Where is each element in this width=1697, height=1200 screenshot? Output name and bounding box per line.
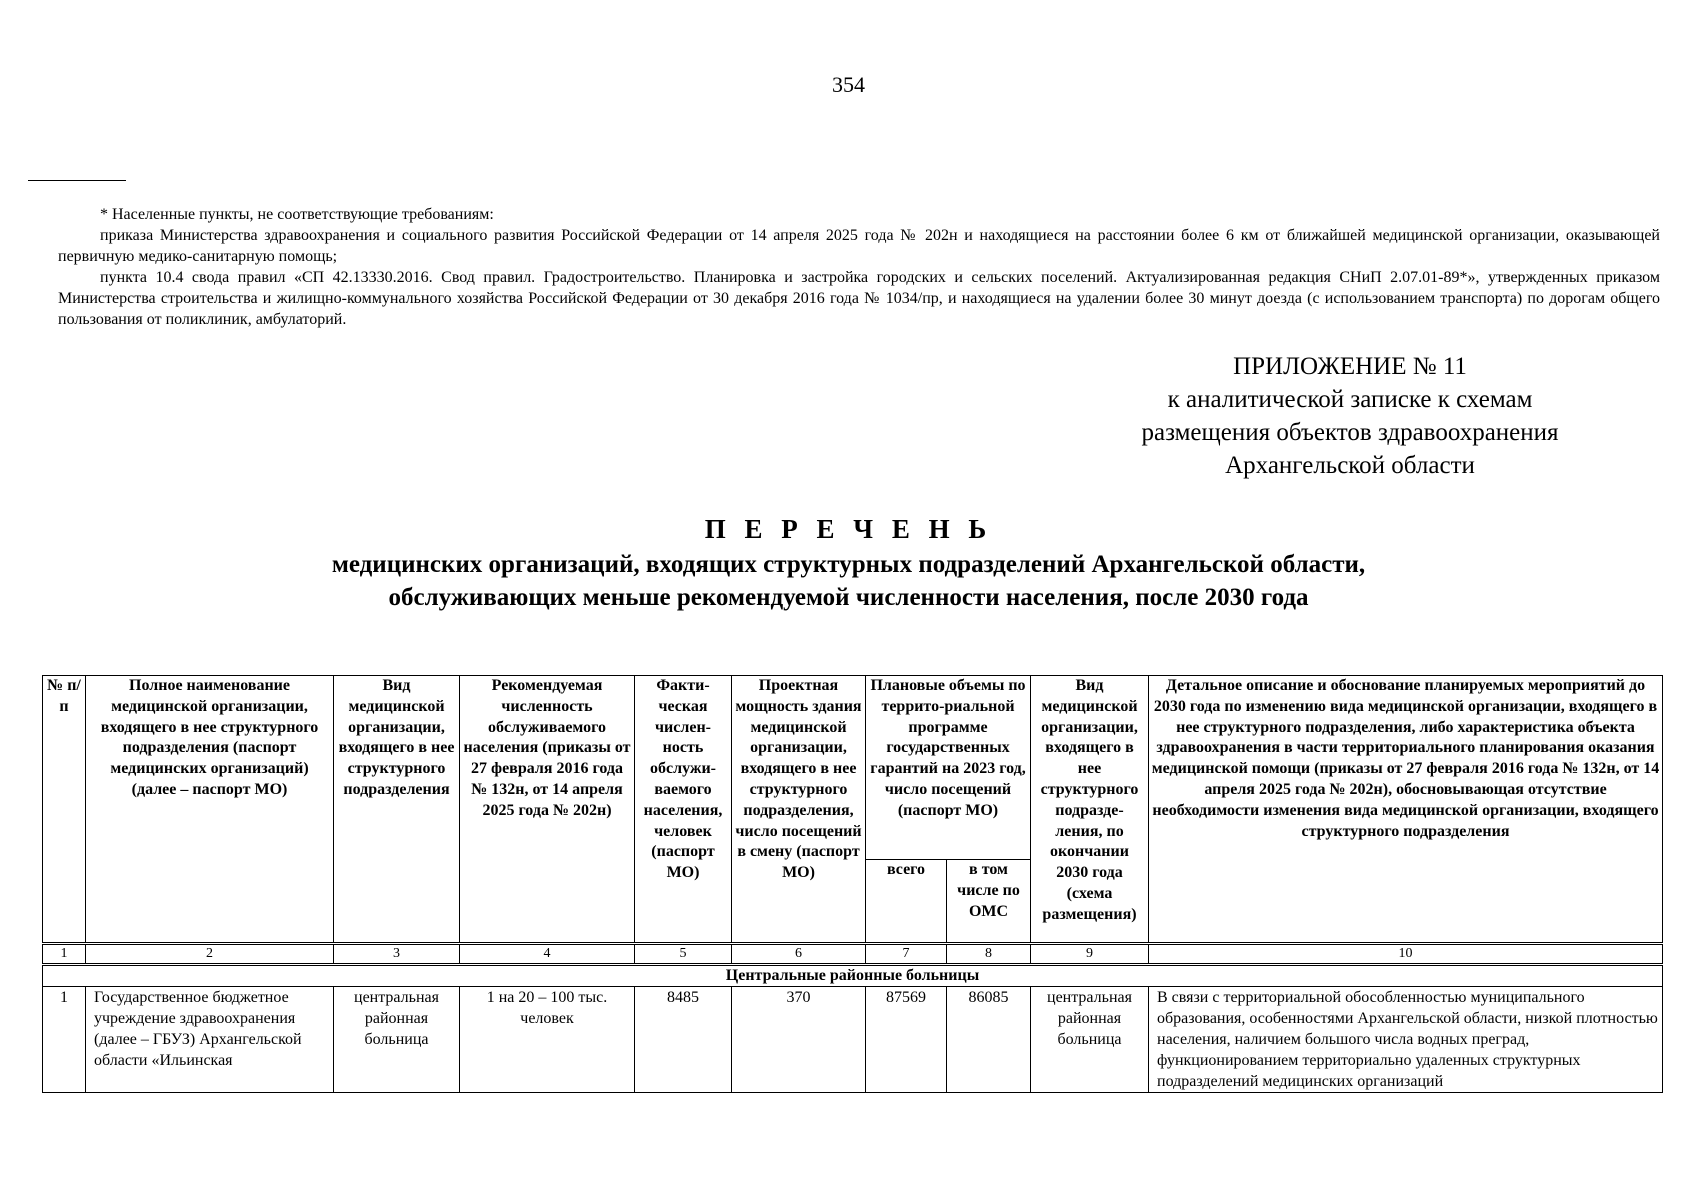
document-subtitle [0,548,1697,614]
annex-line-3: размещения объектов здравоохранения [1141,419,1559,446]
table-row [43,987,1663,1093]
organizations-table [42,675,1663,1093]
header-recommended-population: Рекомендуемая численность обслуживаемого населения (приказы от 27 февраля 2016 года № 132н, от 14 апреля 2025 года № 202н) [460,676,635,944]
document-title: П Е Р Е Ч Е Н Ь [704,514,993,544]
row-design-capacity: 370 [732,987,866,1093]
footnotes [58,204,1660,330]
column-number: 2 [86,944,334,965]
row-org-type: центральная районная больница [334,987,460,1093]
column-number: 9 [1031,944,1149,965]
row-planned-oms: 86085 [947,987,1031,1093]
section-heading: Центральные районные больницы [43,965,1663,987]
footnote-separator [28,180,126,181]
header-planned-volumes: Плановые объемы по террито-риальной программе государственных гарантий на 2023 год, число посещений (паспорт МО) [866,676,1031,860]
column-number: 1 [43,944,86,965]
header-actual-population: Факти-ческая числен-ность обслужи-ваемого населения, человек (паспорт МО) [635,676,732,944]
annex-heading [1100,350,1600,482]
header-design-capacity: Проектная мощность здания медицинской организации, входящего в нее структурного подразделения, число посещений в смену (паспорт МО) [732,676,866,944]
row-planned-total: 87569 [866,987,947,1093]
column-number: 6 [732,944,866,965]
column-number: 5 [635,944,732,965]
row-recommended-population: 1 на 20 – 100 тыс. человек [460,987,635,1093]
column-number: 4 [460,944,635,965]
header-type-2030: Вид медицинской организации, входящего в нее структурного подразде-ления, по окончании 2030 года (схема размещения) [1031,676,1149,944]
footnote-star: * Населенные пункты, не соответствующие требованиям: [100,206,494,223]
header-number: № п/п [43,676,86,944]
row-type-2030: центральная районная больница [1031,987,1149,1093]
header-org-type: Вид медицинской организации, входящего в нее структурного подразделения [334,676,460,944]
subtitle-line-2: обслуживающих меньше рекомендуемой численности населения, после 2030 года [388,584,1309,611]
header-oms: в том числе по ОМС [947,860,1031,944]
row-description: В связи с территориальной обособленностью муниципального образования, особенностями Архангельской области, низкой плотностью населения, наличием большого числа водных преград, функционированием территориально удаленных структурных подразделений медицинских организаций [1149,987,1663,1093]
annex-line-2: к аналитической записке к схемам [1167,386,1533,413]
row-org-name: Государственное бюджетное учреждение здравоохранения (далее – ГБУЗ) Архангельской области «Ильинская [86,987,334,1093]
page-number: 354 [832,72,865,97]
column-number: 7 [866,944,947,965]
row-actual-population: 8485 [635,987,732,1093]
footnote-item-2: пункта 10.4 свода правил «СП 42.13330.2016. Свод правил. Градостроительство. Планировка и застройка городских и сельских поселений. Актуализированная редакция СНиП 2.07.01-89*», утвержденных приказом Министерства строительства и жилищно-коммунального хозяйства Российской Федерации от 30 декабря 2016 года № 1034/пр, и находящиеся на удалении более 30 минут доезда (с использованием транспорта) по дорогам общего пользования от поликлиник, амбулаторий. [58,269,1660,328]
column-number: 8 [947,944,1031,965]
row-number: 1 [43,987,86,1093]
header-full-name: Полное наименование медицинской организации, входящего в нее структурного подразделения (паспорт медицинских организаций) (далее – паспорт МО) [86,676,334,944]
subtitle-line-1: медицинских организаций, входящих структурных подразделений Архангельской области, [331,551,1366,578]
header-total: всего [866,860,947,944]
header-description: Детальное описание и обоснование планируемых мероприятий до 2030 года по изменению вида медицинской организации, входящего в нее структурного подразделения, либо характеристика объекта здравоохранения в части территориального планирования оказания медицинской помощи (приказы от 27 февраля 2016 года № 132н, от 14 апреля 2025 года № 202н), обосновывающая отсутствие необходимости изменения вида медицинской организации, входящего структурного подразделения [1149,676,1663,944]
column-number: 3 [334,944,460,965]
footnote-item-1: приказа Министерства здравоохранения и социального развития Российской Федерации от 14 апреля 2025 года № 202н и находящиеся на расстоянии более 6 км от ближайшей медицинской организации, оказывающей первичную медико-санитарную помощь; [58,227,1660,265]
column-number: 10 [1149,944,1663,965]
annex-line-4: Архангельской области [1225,452,1475,479]
annex-title: ПРИЛОЖЕНИЕ № 11 [1233,353,1467,380]
